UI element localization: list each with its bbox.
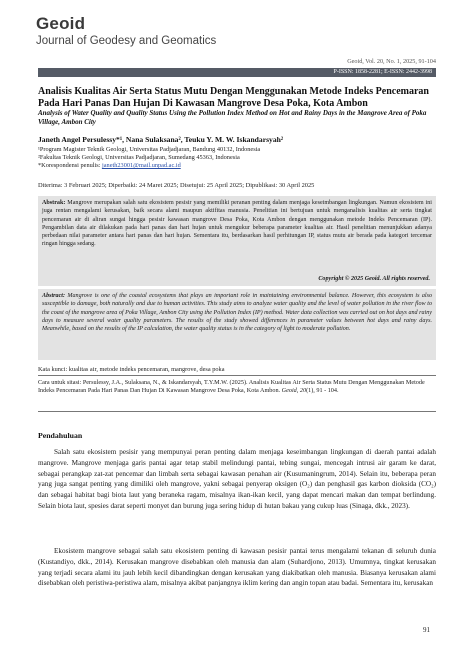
volume-info: Geoid, Vol. 20, No. 1, 2025, 91-104 bbox=[347, 58, 436, 65]
author-list: Janeth Angel Persulessy*¹, Nana Sulaksana², Teuku Y. M. W. Iskandarsyah² bbox=[38, 135, 284, 144]
abstract-label: Abstract: bbox=[42, 293, 66, 299]
issn-bar bbox=[38, 68, 436, 77]
keywords: Kata kunci: kualitas air, metode indeks pencemaran, mangrove, desa poka bbox=[38, 366, 225, 373]
abstract-box bbox=[38, 289, 436, 360]
paragraph-1: Salah satu ekosistem pesisir yang mempunyai peran penting dalam menjaga keseimbangan lingkungan di daerah pantai adalah mangrove. Mangrove menjaga garis pantai agar tetap stabil melindungi pantai, tebing sungai, mencegah intrusi air garam ke darat, sebagai perangkap zat-zat pencemar dan limbah serta sebagai kawasan penahan air (Kusumaningrum, 2014). Selain itu, beberapa peran yang juga sangat penting yang dimiliki oleh mangrove, yakni sebagai penyerap oksigen (O₂) dan penghasil gas karbon dioksida (CO₂) dan sebagai habitat bagi biota laut yang beraneka ragam, misalnya ikan-ikan kecil, yang dapat mencari makan dan tempat berlindung. Selain biota laut, spesies darat seperti monyet dan burung juga sering hidup di hutan bakau yang cukup luas (Sinaga, dkk., 2023). bbox=[38, 448, 436, 510]
divider-top bbox=[38, 375, 436, 376]
abstrak-label: Abstrak: bbox=[42, 200, 66, 206]
divider-bottom bbox=[38, 411, 436, 412]
article-dates: Diterima: 3 Februari 2025; Diperbaiki: 24 Maret 2025; Disetujui: 25 April 2025; Dipublikasi: 30 April 2025 bbox=[38, 182, 315, 189]
page-number: 91 bbox=[423, 626, 430, 634]
citation-issue: (1), 91 - 104. bbox=[306, 386, 339, 394]
citation-journal: Geoid, 20 bbox=[281, 386, 307, 394]
affiliation-1: ¹Program Magister Teknik Geologi, Universitas Padjadjaran, Bandung 40132, Indonesia bbox=[38, 146, 261, 153]
affiliation-2: ²Fakultas Teknik Geologi, Universitas Padjadjaran, Sumedang 45363, Indonesia bbox=[38, 154, 240, 161]
citation-text: Cara untuk sitasi: Persulessy, J.A., Sulaksana, N., & Iskandarsyah, T.Y.M.W. (2025). Analisis Kualitas Air Serta Status Mutu Dengan Menggunakan Metode Indeks Pencemaran Pada Hari Panas Dan Hujan Di Kawasan Mangrove Desa Poka, Kota Ambon. bbox=[38, 379, 425, 394]
issn-text: P-ISSN: 1858-2281; E-ISSN: 2442-3998 bbox=[333, 69, 432, 75]
copyright-notice: Copyright © 2025 Geoid. All rights reserved. bbox=[318, 275, 430, 282]
correspondence bbox=[38, 162, 181, 170]
citation bbox=[38, 379, 436, 394]
abstract-text: Mangrove is one of the coastal ecosystems that plays an important role in maintaining environmental balance. However, this ecosystem is also susceptible to damage, both naturally and due to human activities. This study aims to analyze water quality and the level of water pollution in the river flow to the coast of the mangrove area of Poka Village, Ambon City using the Pollution Index (IP) method. Water data collection was carried out on hot days and rainy days to measure several water quality parameters. The results of the study showed differences in parameter values between hot days and rainy days. Meanwhile, based on the results of the IP calculation, the water quality status is in the category of light to moderate pollution. bbox=[42, 293, 432, 333]
paragraph-2: Ekosistem mangrove sebagai salah satu ekosistem penting di kawasan pesisir pantai terus mengalami tekanan di seluruh dunia (Kustandiyo, dkk., 2014). Kerusakan mangrove disebabkan oleh manusia dan alam (Suhardjono, 2013). Umumnya, tingkat kerusakan yang terjadi secara alami itu jauh lebih kecil dibandingkan dengan kerusakan yang diakibatkan oleh manusia. Biasanya kerusakan alami disebabkan oleh peristiwa-peristiwa alam, misalnya akibat panjangnya iklim kering dan angin topan atau badai. Sementara itu, kerusakan bbox=[38, 547, 436, 588]
abstrak-box bbox=[38, 196, 436, 286]
abstrak-text: Mangrove merupakan salah satu ekosistem pesisir yang memiliki peranan penting dalam menjaga keseimbangan lingkungan. Namun ekosistem ini juga rentan mengalami kerusakan, baik secara alami maupun aktifitas manusia. Penelitian ini bertujuan untuk menganalisis kualitas air serta tingkat pencemaran air di aliran sungai hingga pesisir kawasan mangrove Desa Poka, Kota Ambon dengan menggunakan metode Indeks Pencemaran (IP). Pengambilan data air dilakukan pada hari panas dan hari hujan untuk mengukur beberapa parameter kualitas air. Hasil penelitian menunjukkan adanya perbedaan nilai parameter antara hari panas dan hari hujan. Sementara itu, berdasarkan hasil perhitungan IP, status mutu air berada pada kategori tercemar ringan hingga sedang. bbox=[42, 200, 432, 248]
correspondence-label: *Korespondensi penulis: bbox=[38, 162, 103, 169]
section-heading: Pendahuluan bbox=[38, 431, 83, 440]
paper-subtitle: Analysis of Water Quality and Quality Status Using the Pollution Index Method on Hot and Rainy Days in the Mangrove Area of Poka Village, Ambon City bbox=[38, 109, 427, 127]
paper-title: Analisis Kualitas Air Serta Status Mutu Dengan Menggunakan Metode Indeks Pencemaran Pada Hari Panas Dan Hujan Di Kawasan Mangrove Desa Poka, Kota Ambon bbox=[38, 86, 429, 109]
journal-name: Journal of Geodesy and Geomatics bbox=[36, 35, 217, 47]
journal-brand: Geoid bbox=[36, 14, 86, 33]
correspondence-email-link[interactable]: janeth23001@mail.unpad.ac.id bbox=[102, 162, 181, 169]
